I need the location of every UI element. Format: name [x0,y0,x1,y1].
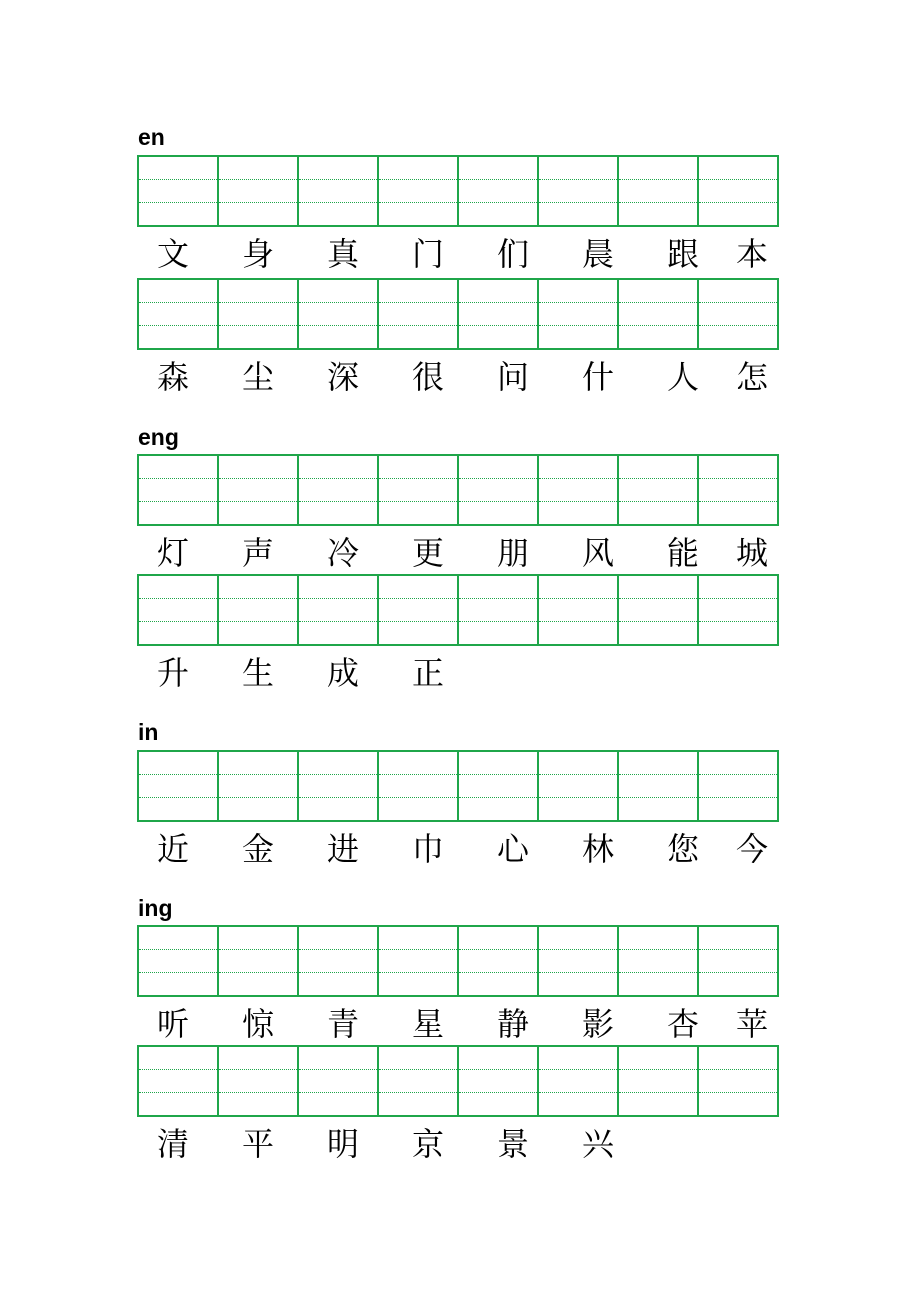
writing-grid-cell [697,155,779,227]
character-row [137,232,793,276]
writing-grid-cell [297,925,379,997]
writing-grid-cell [137,454,219,526]
hanzi-character: 影 [581,1005,614,1043]
hanzi-character: 跟 [666,235,699,273]
hanzi-character: 们 [496,235,529,273]
writing-grid-cell [217,278,299,350]
writing-grid-cell [137,278,219,350]
hanzi-character: 本 [735,235,768,273]
writing-grid-cell [697,574,779,646]
writing-grid-cell [537,278,619,350]
character-row [137,355,793,399]
writing-grid-cell [617,454,699,526]
hanzi-character: 很 [411,358,444,396]
writing-grid-cell [377,1045,459,1117]
writing-grid-cell [377,925,459,997]
hanzi-character: 静 [496,1005,529,1043]
writing-grid-cell [297,454,379,526]
writing-grid-cell [297,750,379,822]
writing-grid-cell [457,1045,539,1117]
hanzi-character: 身 [241,235,274,273]
writing-grid-row [137,454,793,526]
hanzi-character: 什 [581,358,614,396]
section-label-eng: eng [138,424,179,450]
hanzi-character: 青 [326,1005,359,1043]
hanzi-character: 京 [411,1125,444,1163]
character-row [137,531,793,575]
hanzi-character: 正 [411,654,444,692]
writing-grid-cell [297,1045,379,1117]
writing-grid-cell [457,574,539,646]
writing-grid-cell [217,454,299,526]
hanzi-character: 门 [411,235,444,273]
writing-grid-row [137,1045,793,1117]
hanzi-character: 声 [241,534,274,572]
writing-grid-cell [617,925,699,997]
writing-grid-cell [137,155,219,227]
hanzi-character: 尘 [241,358,274,396]
writing-grid-cell [377,454,459,526]
hanzi-character: 林 [581,830,614,868]
writing-grid-cell [617,750,699,822]
writing-grid-row [137,750,793,822]
hanzi-character: 清 [156,1125,189,1163]
hanzi-character: 朋 [496,534,529,572]
hanzi-character: 怎 [735,358,768,396]
writing-grid-cell [457,155,539,227]
writing-grid-cell [377,750,459,822]
writing-grid-cell [617,574,699,646]
hanzi-character: 今 [735,830,768,868]
writing-grid-cell [537,925,619,997]
writing-grid-cell [697,750,779,822]
writing-grid-cell [137,750,219,822]
hanzi-character: 真 [326,235,359,273]
writing-grid-cell [457,278,539,350]
hanzi-character: 兴 [581,1125,614,1163]
writing-grid-cell [537,750,619,822]
hanzi-character: 深 [326,358,359,396]
writing-grid-row [137,925,793,997]
writing-grid-cell [137,925,219,997]
writing-grid-cell [297,574,379,646]
hanzi-character: 平 [241,1125,274,1163]
writing-grid-cell [537,454,619,526]
writing-grid-row [137,278,793,350]
hanzi-character: 森 [156,358,189,396]
writing-grid-cell [537,155,619,227]
writing-grid-cell [377,574,459,646]
hanzi-character: 文 [156,235,189,273]
hanzi-character: 星 [411,1005,444,1043]
character-row [137,651,793,695]
writing-grid-cell [697,454,779,526]
writing-grid-cell [297,278,379,350]
hanzi-character: 景 [496,1125,529,1163]
writing-grid-cell [297,155,379,227]
hanzi-character: 能 [666,534,699,572]
writing-grid-cell [617,278,699,350]
writing-grid-row [137,574,793,646]
hanzi-character: 巾 [411,830,444,868]
writing-grid-cell [457,925,539,997]
hanzi-character: 成 [326,654,359,692]
writing-grid-cell [537,574,619,646]
hanzi-character: 明 [326,1125,359,1163]
writing-grid-cell [457,750,539,822]
writing-grid-cell [537,1045,619,1117]
writing-grid-cell [217,1045,299,1117]
section-label-in: in [138,719,159,745]
section-label-en: en [138,124,165,150]
writing-grid-cell [377,278,459,350]
hanzi-character: 生 [241,654,274,692]
hanzi-character: 冷 [326,534,359,572]
hanzi-character: 心 [496,830,529,868]
writing-grid-cell [137,574,219,646]
hanzi-character: 您 [666,830,699,868]
hanzi-character: 城 [735,534,768,572]
writing-grid-cell [697,278,779,350]
hanzi-character: 问 [496,358,529,396]
hanzi-character: 金 [241,830,274,868]
hanzi-character: 升 [156,654,189,692]
hanzi-character: 更 [411,534,444,572]
writing-grid-cell [217,925,299,997]
writing-grid-cell [217,574,299,646]
writing-grid-cell [217,155,299,227]
writing-grid-cell [617,155,699,227]
character-row [137,1122,793,1166]
hanzi-character: 杏 [666,1005,699,1043]
writing-grid-cell [137,1045,219,1117]
writing-grid-cell [457,454,539,526]
hanzi-character: 苹 [735,1005,768,1043]
writing-grid-cell [617,1045,699,1117]
writing-grid-cell [697,925,779,997]
hanzi-character: 风 [581,534,614,572]
hanzi-character: 人 [666,358,699,396]
character-row [137,827,793,871]
hanzi-character: 惊 [241,1005,274,1043]
writing-grid-row [137,155,793,227]
character-row [137,1002,793,1046]
writing-grid-cell [217,750,299,822]
hanzi-character: 晨 [581,235,614,273]
hanzi-character: 进 [326,830,359,868]
section-label-ing: ing [138,895,173,921]
hanzi-character: 灯 [156,534,189,572]
hanzi-character: 听 [156,1005,189,1043]
writing-grid-cell [697,1045,779,1117]
hanzi-character: 近 [156,830,189,868]
writing-grid-cell [377,155,459,227]
